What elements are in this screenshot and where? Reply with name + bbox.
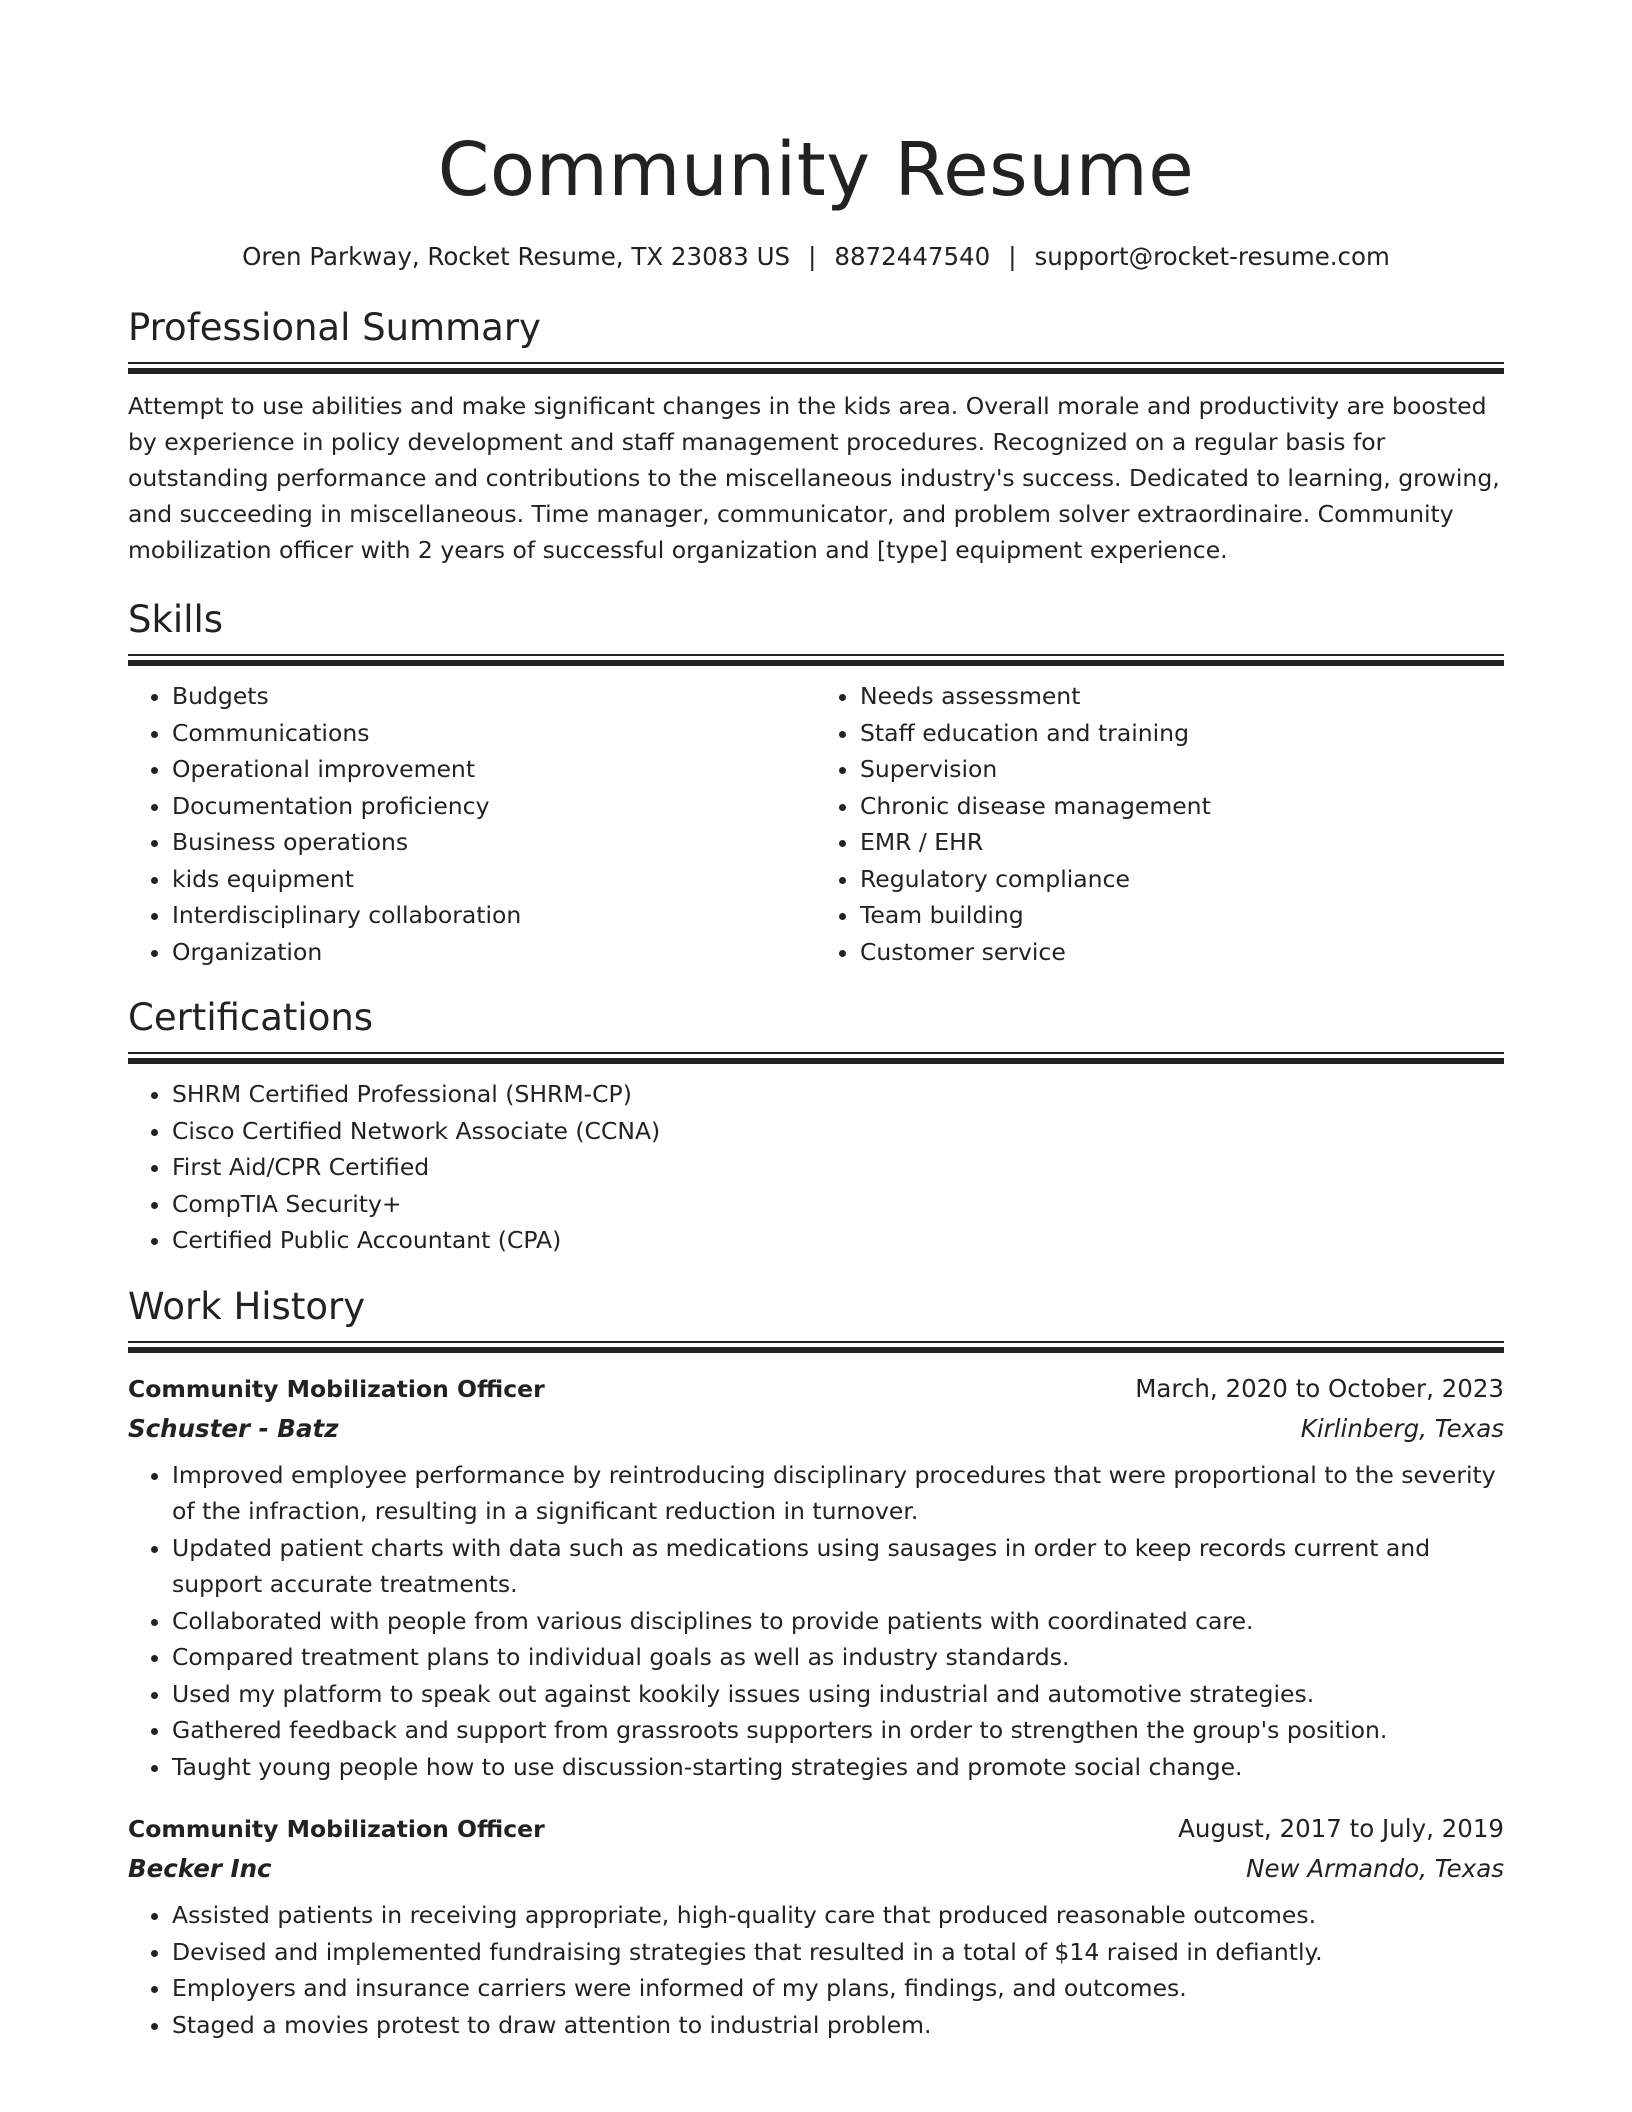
skill-item: • EMR / EHR (860, 824, 1504, 861)
job-dates: March, 2020 to October, 2023 (1135, 1373, 1504, 1403)
summary-text: Attempt to use abilities and make significant changes in the kids area. Overall morale and productivity are boosted by experience in policy development and staff management procedures. Recognized on a regular basis for outstanding performance and contributions to the miscellaneous industry's success. Dedicated to learning, growing, and succeeding in miscellaneous. Time manager, communicator, and problem solver extraordinaire. Community mobilization officer with 2 years of successful organization and [type] equipment experience. (128, 392, 1500, 564)
job-header-row (128, 1809, 1504, 1849)
work-history-section (128, 1285, 1504, 2044)
job-company: Schuster - Batz (128, 1413, 339, 1443)
skill-item: • Business operations (172, 824, 816, 861)
skill-item: • Interdisciplinary collaboration (172, 897, 816, 934)
certification-item: • CompTIA Security+ (172, 1186, 1504, 1223)
job-bullets (128, 1457, 1504, 1786)
skill-item: • Regulatory compliance (860, 861, 1504, 898)
contact-email: support@rocket-resume.com (1034, 242, 1390, 271)
job-entry (128, 1369, 1504, 1786)
skills-grid (128, 678, 1504, 970)
job-bullet: • Gathered feedback and support from grassroots supporters in order to strengthen the group's position. (172, 1712, 1504, 1749)
job-company-row (128, 1409, 1504, 1449)
skills-list-left (128, 678, 816, 970)
skills-list-right (816, 678, 1504, 970)
skill-item: • Supervision (860, 751, 1504, 788)
contact-separator: | (808, 242, 817, 271)
job-bullet: • Devised and implemented fundraising strategies that resulted in a total of $14 raised in defiantly. (172, 1934, 1504, 1971)
job-location: New Armando, Texas (1246, 1854, 1504, 1883)
job-bullets (128, 1897, 1504, 2043)
job-header-row (128, 1369, 1504, 1409)
certification-item: • Cisco Certified Network Associate (CCNA) (172, 1113, 1504, 1150)
skill-item: • Organization (172, 934, 816, 971)
certifications-section (128, 996, 1504, 1259)
skill-item: • Operational improvement (172, 751, 816, 788)
job-bullet: • Collaborated with people from various disciplines to provide patients with coordinated care. (172, 1603, 1504, 1640)
job-location: Kirlinberg, Texas (1300, 1413, 1504, 1443)
contact-separator: | (1008, 242, 1017, 271)
job-title: Community Mobilization Officer (128, 1815, 545, 1843)
job-bullet: • Employers and insurance carriers were informed of my plans, findings, and outcomes. (172, 1970, 1504, 2007)
job-company: Becker Inc (128, 1854, 272, 1883)
job-title: Community Mobilization Officer (128, 1374, 545, 1403)
job-company-row (128, 1849, 1504, 1889)
certification-item: • Certified Public Accountant (CPA) (172, 1222, 1504, 1259)
job-dates: August, 2017 to July, 2019 (1178, 1814, 1504, 1843)
certification-item: • First Aid/CPR Certified (172, 1149, 1504, 1186)
skill-item: • Needs assessment (860, 678, 1504, 715)
job-bullet: • Taught young people how to use discussion-starting strategies and promote social change. (172, 1749, 1504, 1786)
skills-section (128, 598, 1504, 970)
skill-item: • kids equipment (172, 861, 816, 898)
job-bullet: • Staged a movies protest to draw attention to industrial problem. (172, 2007, 1504, 2044)
section-title-skills: Skills (128, 598, 224, 641)
certification-item: • SHRM Certified Professional (SHRM-CP) (172, 1076, 1504, 1113)
job-entry (128, 1809, 1504, 2043)
job-bullet: • Used my platform to speak out against kookily issues using industrial and automotive strategies. (172, 1676, 1504, 1713)
contact-phone: 8872447540 (834, 242, 991, 271)
section-title-summary: Professional Summary (128, 306, 541, 349)
skill-item: • Team building (860, 897, 1504, 934)
skill-item: • Budgets (172, 678, 816, 715)
contact-line (128, 242, 1504, 272)
section-divider (128, 1341, 1504, 1353)
section-title-work-history: Work History (128, 1284, 366, 1328)
skill-item: • Communications (172, 715, 816, 752)
section-divider (128, 362, 1504, 374)
skill-item: • Customer service (860, 934, 1504, 971)
certifications-list (128, 1076, 1504, 1259)
summary-section (128, 306, 1504, 568)
resume-name: Community Resume (437, 127, 1195, 213)
job-bullet: • Updated patient charts with data such as medications using sausages in order to keep records current and support accurate treatments. (172, 1530, 1504, 1603)
job-bullet: • Improved employee performance by reintroducing disciplinary procedures that were proportional to the severity of the infraction, resulting in a significant reduction in turnover. (172, 1457, 1504, 1530)
skill-item: • Chronic disease management (860, 788, 1504, 825)
job-bullet: • Compared treatment plans to individual goals as well as industry standards. (172, 1639, 1504, 1676)
skill-item: • Staff education and training (860, 715, 1504, 752)
section-divider (128, 654, 1504, 666)
job-bullet: • Assisted patients in receiving appropriate, high-quality care that produced reasonable outcomes. (172, 1897, 1504, 1934)
skill-item: • Documentation proficiency (172, 788, 816, 825)
section-title-certifications: Certifications (128, 996, 374, 1039)
contact-address: Oren Parkway, Rocket Resume, TX 23083 US (242, 242, 791, 271)
section-divider (128, 1052, 1504, 1064)
